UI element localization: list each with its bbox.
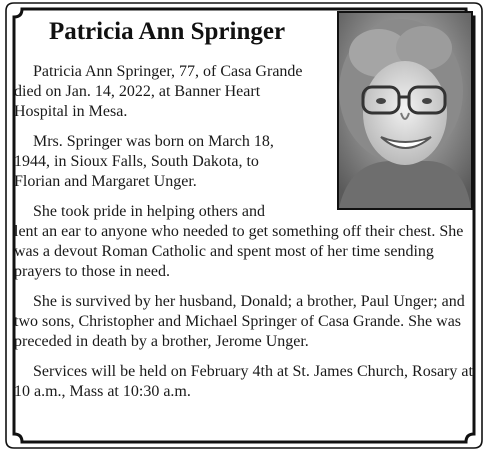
obituary-name-heading: Patricia Ann Springer bbox=[48, 18, 286, 45]
obituary-paragraph-survivors: She is survived by her husband, Donald; a brother, Paul Unger; and two sons, Christopher and Michael Springer of Casa Grande. She was preceded in death by a brother, Jerome Unger. bbox=[14, 293, 465, 350]
obituary-body bbox=[14, 62, 474, 412]
obituary-paragraph-services: Services will be held on February 4th at St. James Church, Rosary at 10 a.m., Mass at 10:30 a.m. bbox=[14, 363, 473, 400]
obituary-paragraph-birth: Mrs. Springer was born on March 18, 1944, in Sioux Falls, South Dakota, to Florian and Margaret Unger. bbox=[14, 133, 274, 190]
obituary-paragraph-death: Patricia Ann Springer, 77, of Casa Grande died on Jan. 14, 2022, at Banner Heart Hospital in Mesa. bbox=[14, 63, 303, 120]
obituary-paragraph-character: She took pride in helping others and lent an ear to anyone who needed to get something off their chest. She was a devout Roman Catholic and spent most of her time sending prayers to those in need. bbox=[14, 203, 464, 280]
